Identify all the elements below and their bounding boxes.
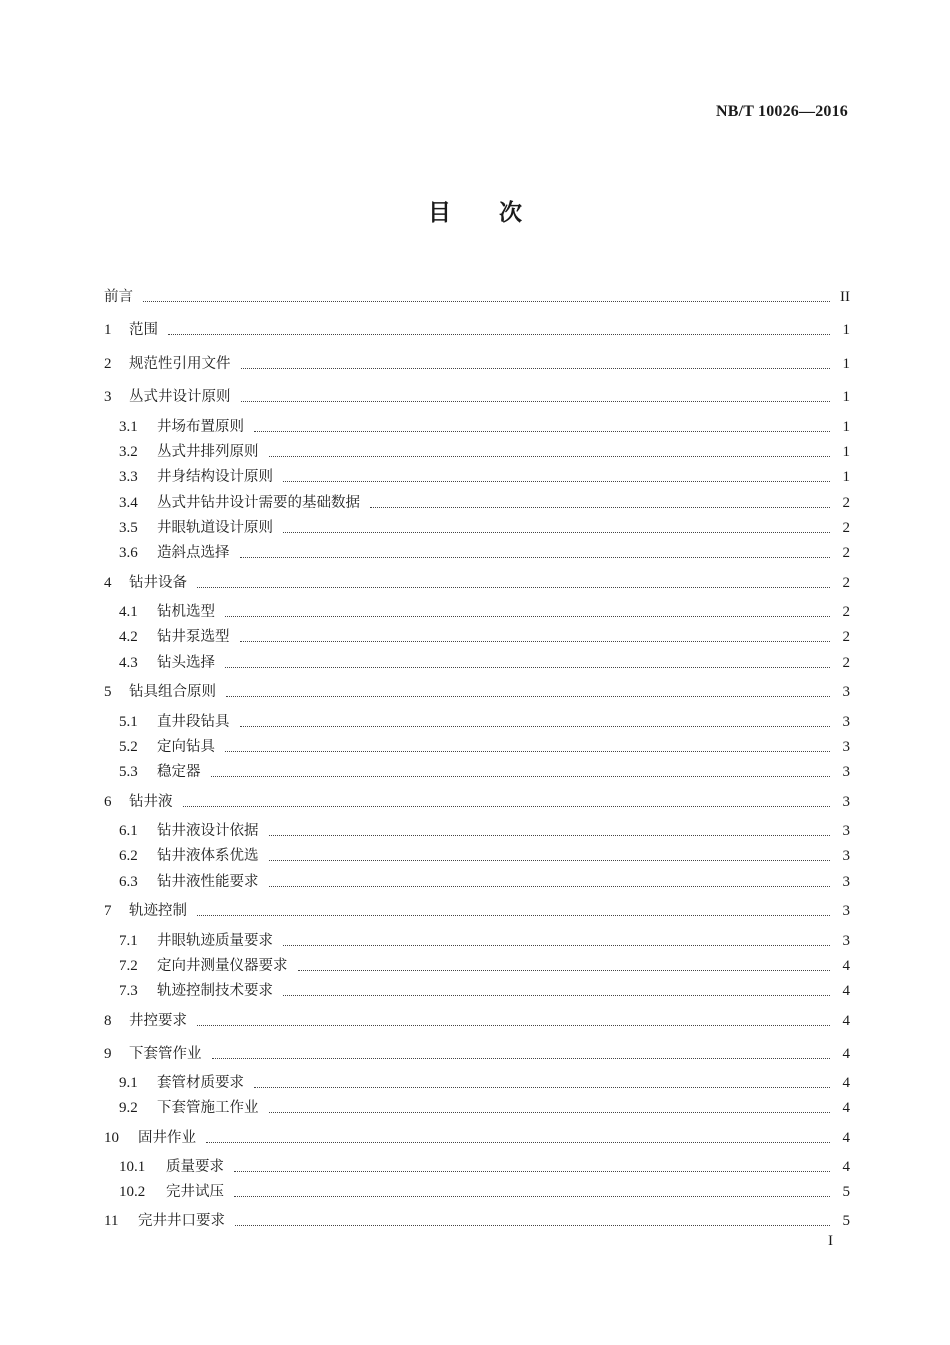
dot-leader [168, 334, 830, 335]
toc-entry-number: 2 [104, 356, 112, 372]
toc-entry-label: 钻井液 [129, 794, 173, 810]
toc-entry-number: 4.2 [119, 629, 138, 645]
toc-entry-page: 1 [842, 356, 850, 372]
dot-leader [211, 776, 831, 777]
toc-entry-page: 1 [842, 389, 850, 405]
toc-entry-number: 9.2 [119, 1100, 138, 1116]
dot-leader [183, 806, 831, 807]
toc-entry-label: 稳定器 [157, 764, 201, 780]
toc-entry-page: 4 [842, 983, 850, 999]
toc-entry-label: 钻井泵选型 [157, 629, 230, 645]
toc-entry-label: 钻井液设计依据 [157, 823, 259, 839]
toc-entry[interactable] [104, 791, 850, 813]
toc-entry-number: 10.2 [119, 1184, 146, 1200]
toc-entry-page: 3 [842, 848, 850, 864]
toc-entry-number: 10 [104, 1130, 119, 1146]
dot-leader [240, 726, 831, 727]
toc-entry-label: 井眼轨道设计原则 [157, 520, 273, 536]
toc-entry-page: 4 [842, 1100, 850, 1116]
dot-leader [240, 557, 831, 558]
toc-entry[interactable] [119, 845, 850, 867]
toc-entry-page: 2 [842, 545, 850, 561]
toc-entry-number: 6.2 [119, 848, 138, 864]
dot-leader [370, 507, 830, 508]
toc-entry-page: 3 [842, 684, 850, 700]
toc-entry-page: 3 [842, 764, 850, 780]
toc-entry-label: 完井试压 [166, 1184, 224, 1200]
toc-entry[interactable] [119, 711, 850, 733]
dot-leader [241, 401, 831, 402]
toc-entry-page: 1 [842, 444, 850, 460]
toc-entry-number: 3 [104, 389, 112, 405]
dot-leader [269, 886, 831, 887]
toc-entry-label: 下套管作业 [129, 1046, 202, 1062]
toc-entry-number: 10.1 [119, 1159, 146, 1175]
toc-entry-page: 2 [842, 520, 850, 536]
toc-entry[interactable] [119, 820, 850, 842]
dot-leader [269, 1112, 831, 1113]
dot-leader [240, 641, 831, 642]
toc-entry-number: 6.3 [119, 874, 138, 890]
toc-entry[interactable] [119, 736, 850, 758]
toc-entry-page: 4 [842, 1159, 850, 1175]
toc-entry-page: 3 [842, 903, 850, 919]
toc-entry-number: 11 [104, 1213, 119, 1229]
toc-entry-label: 钻具组合原则 [129, 684, 216, 700]
toc-entry-label: 直井段钻具 [157, 714, 230, 730]
toc-entry[interactable] [119, 441, 850, 463]
toc-entry-number: 5.1 [119, 714, 138, 730]
toc-entry[interactable] [104, 319, 850, 341]
toc-entry[interactable] [119, 1072, 850, 1094]
toc-entry-number: 4.1 [119, 604, 138, 620]
toc-entry-number: 5.3 [119, 764, 138, 780]
dot-leader [283, 481, 830, 482]
dot-leader [298, 970, 831, 971]
toc-entry-label: 井场布置原则 [157, 419, 244, 435]
toc-entry[interactable] [119, 930, 850, 952]
toc-entry-label: 井眼轨迹质量要求 [157, 933, 273, 949]
toc-entry-page: 1 [842, 419, 850, 435]
dot-leader [254, 431, 830, 432]
toc-entry-label: 钻机选型 [157, 604, 215, 620]
toc-entry-page: 1 [842, 322, 850, 338]
toc-entry[interactable] [119, 416, 850, 438]
toc-entry[interactable] [119, 492, 850, 514]
dot-leader [234, 1171, 830, 1172]
toc-entry-label: 下套管施工作业 [157, 1100, 259, 1116]
toc-entry[interactable] [104, 286, 850, 308]
dot-leader [235, 1225, 830, 1226]
dot-leader [283, 532, 830, 533]
toc-entry-label: 丛式井钻井设计需要的基础数据 [157, 495, 360, 511]
toc-entry-number: 3.4 [119, 495, 138, 511]
toc-entry[interactable] [104, 572, 850, 594]
toc-entry[interactable] [104, 353, 850, 375]
toc-entry-page: 3 [842, 714, 850, 730]
dot-leader [197, 1025, 830, 1026]
toc-entry[interactable] [119, 955, 850, 977]
dot-leader [212, 1058, 831, 1059]
toc-entry[interactable] [119, 980, 850, 1002]
toc-entry-label: 钻井液体系优选 [157, 848, 259, 864]
toc-entry-label: 造斜点选择 [157, 545, 230, 561]
toc-entry-page: 4 [842, 1075, 850, 1091]
page-number: I [828, 1233, 833, 1249]
toc-entry-page: 2 [842, 495, 850, 511]
toc-entry-label: 完井井口要求 [138, 1213, 225, 1229]
toc-entry-label: 定向井测量仪器要求 [157, 958, 288, 974]
dot-leader [269, 835, 831, 836]
toc-entry[interactable] [104, 1127, 850, 1149]
toc-entry-label: 规范性引用文件 [129, 356, 231, 372]
dot-leader [269, 860, 831, 861]
dot-leader [283, 945, 830, 946]
toc-entry-number: 6.1 [119, 823, 138, 839]
toc-entry-page: 3 [842, 933, 850, 949]
dot-leader [226, 696, 830, 697]
toc-entry[interactable] [104, 1210, 850, 1232]
toc-entry-label: 定向钻具 [157, 739, 215, 755]
dot-leader [283, 995, 830, 996]
toc-entry[interactable] [104, 1043, 850, 1065]
toc-entry-number: 1 [104, 322, 112, 338]
toc-entry-label: 井控要求 [129, 1013, 187, 1029]
toc-entry-number: 3.1 [119, 419, 138, 435]
toc-entry-page: 3 [842, 874, 850, 890]
toc-entry-page: 4 [842, 1046, 850, 1062]
toc-entry-number: 6 [104, 794, 112, 810]
toc-entry-page: 2 [842, 629, 850, 645]
toc-entry-label: 钻井设备 [129, 575, 187, 591]
toc-entry-page: 4 [842, 958, 850, 974]
toc-entry-label: 前言 [104, 289, 133, 305]
toc-entry-label: 固井作业 [138, 1130, 196, 1146]
toc-entry[interactable] [119, 517, 850, 539]
dot-leader [225, 667, 830, 668]
dot-leader [197, 915, 830, 916]
toc-entry-number: 7.3 [119, 983, 138, 999]
toc-entry-label: 井身结构设计原则 [157, 469, 273, 485]
toc-entry-number: 7 [104, 903, 112, 919]
dot-leader [234, 1196, 830, 1197]
toc-entry[interactable] [119, 542, 850, 564]
toc-entry-page: 1 [842, 469, 850, 485]
toc-entry-number: 5 [104, 684, 112, 700]
toc-entry[interactable] [104, 681, 850, 703]
toc-entry-page: 3 [842, 794, 850, 810]
toc-entry-number: 8 [104, 1013, 112, 1029]
toc-entry-number: 9.1 [119, 1075, 138, 1091]
toc-entry[interactable] [104, 1010, 850, 1032]
toc-entry-page: 2 [842, 655, 850, 671]
toc-entry-number: 4 [104, 575, 112, 591]
toc-entry-page: 3 [842, 823, 850, 839]
dot-leader [225, 616, 830, 617]
dot-leader [269, 456, 831, 457]
toc-entry-page: 2 [842, 604, 850, 620]
toc-entry[interactable] [104, 386, 850, 408]
toc-entry-number: 7.2 [119, 958, 138, 974]
toc-entry-page: 4 [842, 1013, 850, 1029]
page-title: 目次 [428, 200, 570, 226]
toc-entry-page: 4 [842, 1130, 850, 1146]
toc-entry-number: 4.3 [119, 655, 138, 671]
dot-leader [241, 368, 831, 369]
toc-entry-number: 3.5 [119, 520, 138, 536]
toc-entry[interactable] [119, 466, 850, 488]
toc-entry-page: 2 [842, 575, 850, 591]
toc-entry-label: 套管材质要求 [157, 1075, 244, 1091]
toc-entry[interactable] [119, 1181, 850, 1203]
toc-entry[interactable] [119, 652, 850, 674]
toc-entry-label: 轨迹控制技术要求 [157, 983, 273, 999]
toc-entry-label: 丛式井设计原则 [129, 389, 231, 405]
toc-entry-label: 质量要求 [166, 1159, 224, 1175]
toc-entry[interactable] [119, 1097, 850, 1119]
toc-entry-number: 9 [104, 1046, 112, 1062]
toc-entry-number: 3.3 [119, 469, 138, 485]
toc-entry-number: 5.2 [119, 739, 138, 755]
toc-entry[interactable] [119, 761, 850, 783]
toc-entry-label: 钻井液性能要求 [157, 874, 259, 890]
toc-entry[interactable] [104, 900, 850, 922]
toc-entry[interactable] [119, 601, 850, 623]
standard-code: NB/T 10026—2016 [715, 103, 848, 120]
dot-leader [197, 587, 830, 588]
dot-leader [225, 751, 830, 752]
toc-entry-number: 3.6 [119, 545, 138, 561]
toc-entry-label: 丛式井排列原则 [157, 444, 259, 460]
toc-entry-page: II [840, 289, 850, 305]
toc-entry[interactable] [119, 1156, 850, 1178]
dot-leader [206, 1142, 830, 1143]
toc-entry-page: 5 [842, 1213, 850, 1229]
toc-entry[interactable] [119, 871, 850, 893]
toc-entry-label: 钻头选择 [157, 655, 215, 671]
toc-entry-label: 范围 [129, 322, 158, 338]
toc-entry-label: 轨迹控制 [129, 903, 187, 919]
toc-entry-number: 3.2 [119, 444, 138, 460]
toc-entry[interactable] [119, 626, 850, 648]
toc-entry-page: 3 [842, 739, 850, 755]
dot-leader [143, 301, 830, 302]
toc-entry-number: 7.1 [119, 933, 138, 949]
dot-leader [254, 1087, 830, 1088]
toc-entry-page: 5 [842, 1184, 850, 1200]
